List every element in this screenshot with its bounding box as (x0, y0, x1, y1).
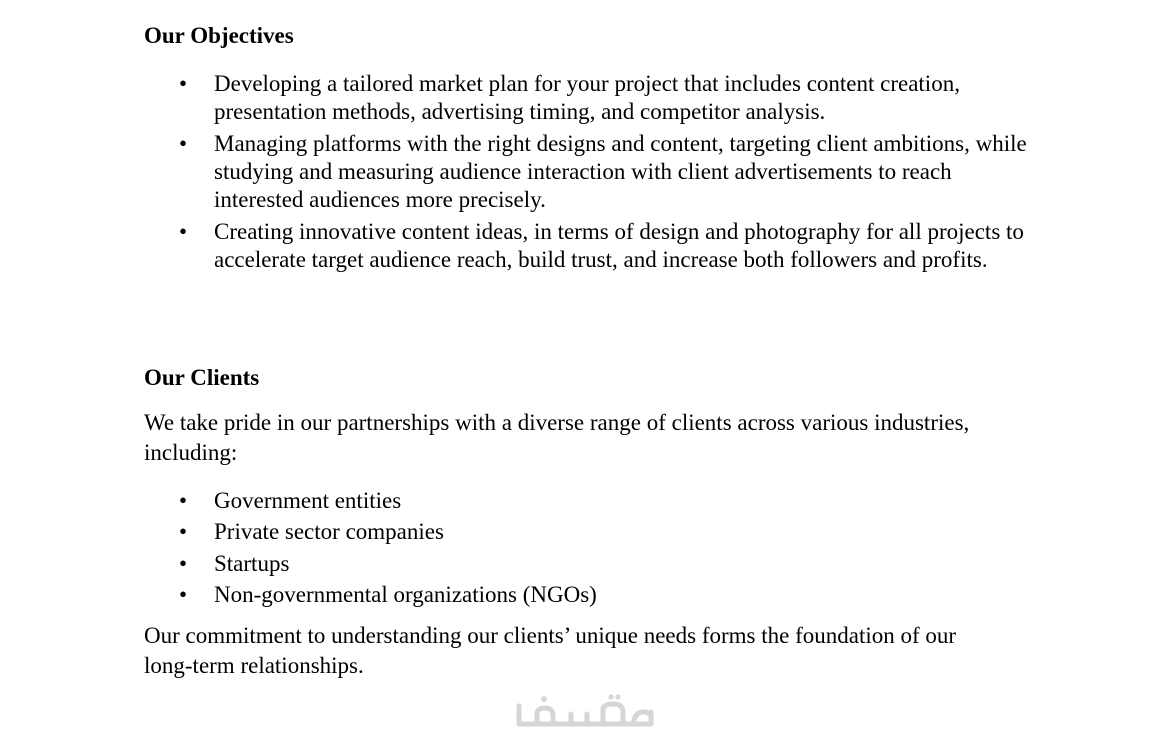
bullet-icon: • (179, 71, 188, 96)
watermark-glyphs (519, 704, 651, 724)
objective-text: Developing a tailored market plan for your project that includes content creation, presentation methods, advertising timing, and competitor analysis. (214, 71, 960, 124)
bullet-icon: • (179, 519, 188, 545)
client-type: Non-governmental organizations (NGOs) (214, 581, 597, 607)
list-item (144, 130, 1044, 214)
watermark-dots (541, 694, 621, 702)
objectives-list (144, 70, 1044, 278)
khamsat-watermark-logo (515, 694, 657, 734)
client-type: Startups (214, 550, 290, 576)
bullet-icon: • (179, 581, 188, 607)
list-item (144, 486, 1044, 516)
list-item (144, 218, 1044, 274)
list-item (144, 580, 1044, 610)
list-item (144, 70, 1044, 126)
objective-text: Creating innovative content ideas, in terms of design and photography for all projects to accelerate target audience reach, build trust, and increase both followers and profits. (214, 219, 1024, 272)
bullet-icon: • (179, 550, 188, 576)
list-item (144, 517, 1044, 547)
clients-list (144, 486, 1044, 611)
bullet-icon: • (179, 131, 188, 156)
clients-heading: Our Clients (144, 365, 260, 390)
client-type: Government entities (214, 488, 402, 513)
list-item (144, 549, 1044, 579)
bullet-icon: • (179, 488, 188, 513)
clients-closing: Our commitment to understanding our clients’ unique needs forms the foundation of our long-term relationships. (144, 623, 957, 678)
objectives-heading: Our Objectives (144, 23, 294, 48)
clients-intro: We take pride in our partnerships with a diverse range of clients across various industries, including: (144, 410, 970, 465)
bullet-icon: • (179, 219, 188, 244)
client-type: Private sector companies (214, 519, 444, 545)
objective-text: Managing platforms with the right designs and content, targeting client ambitions, while studying and measuring audience interaction with client advertisements to reach interested audiences more precisely. (214, 131, 1027, 212)
